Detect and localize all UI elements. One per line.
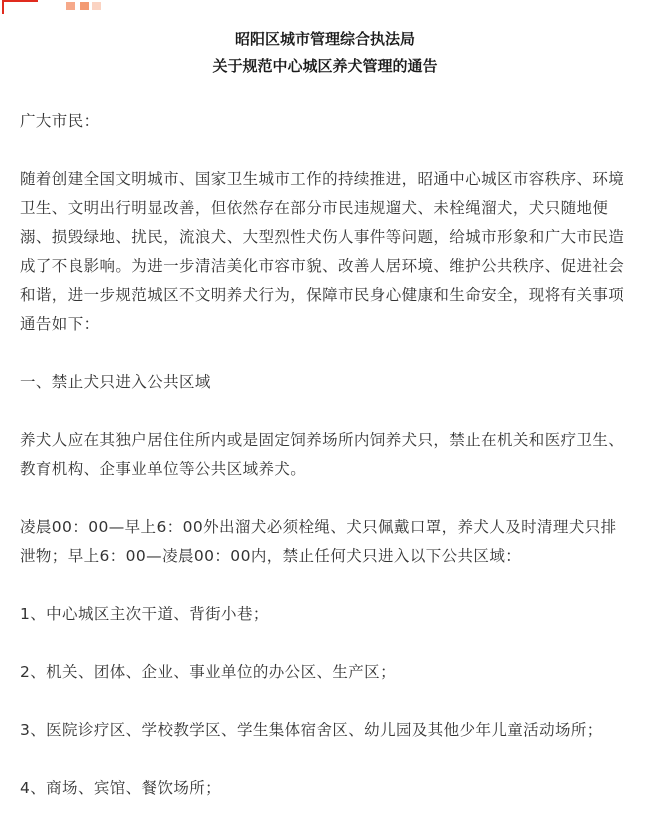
list-item: 2、机关、团体、企业、事业单位的办公区、生产区； (20, 663, 396, 681)
corner-bar-horizontal (2, 0, 38, 2)
salutation: 广大市民： (20, 112, 100, 130)
section-paragraph: 凌晨00：00—早上6：00外出溜犬必须栓绳、犬只佩戴口罩，养犬人及时清理犬只排泄物；早上6：00—凌晨00：00内，禁止任何犬只进入以下公共区域： (20, 518, 617, 565)
corner-decoration (0, 0, 104, 14)
notice-title (0, 26, 650, 80)
corner-block (66, 2, 75, 10)
corner-bar-vertical (2, 0, 4, 14)
corner-block (80, 2, 89, 10)
section-heading: 一、禁止犬只进入公共区域 (20, 373, 211, 391)
section-paragraph: 养犬人应在其独户居住住所内或是固定饲养场所内饲养犬只，禁止在机关和医疗卫生、教育机构、企事业单位等公共区域养犬。 (20, 431, 625, 478)
list-item: 1、中心城区主次干道、背街小巷； (20, 605, 269, 623)
intro-paragraph: 随着创建全国文明城市、国家卫生城市工作的持续推进，昭通中心城区市容秩序、环境卫生、文明出行明显改善，但依然存在部分市民违规遛犬、未栓绳溜犬，犬只随地便溺、损毁绿地、扰民，流浪犬、大型烈性犬伤人事件等问题，给城市形象和广大市民造成了不良影响。为进一步清洁美化市容市貌、改善人居环境、维护公共秩序、促进社会和谐，进一步规范城区不文明养犬行为，保障市民身心健康和生命安全，现将有关事项通告如下： (20, 170, 625, 333)
notice-body (20, 107, 632, 818)
list-item: 3、医院诊疗区、学校教学区、学生集体宿舍区、幼儿园及其他少年儿童活动场所； (20, 721, 603, 739)
title-agency: 昭阳区城市管理综合执法局 (234, 30, 415, 48)
corner-block (92, 2, 101, 10)
title-subject: 关于规范中心城区养犬管理的通告 (212, 57, 438, 75)
list-item: 4、商场、宾馆、餐饮场所； (20, 779, 222, 797)
